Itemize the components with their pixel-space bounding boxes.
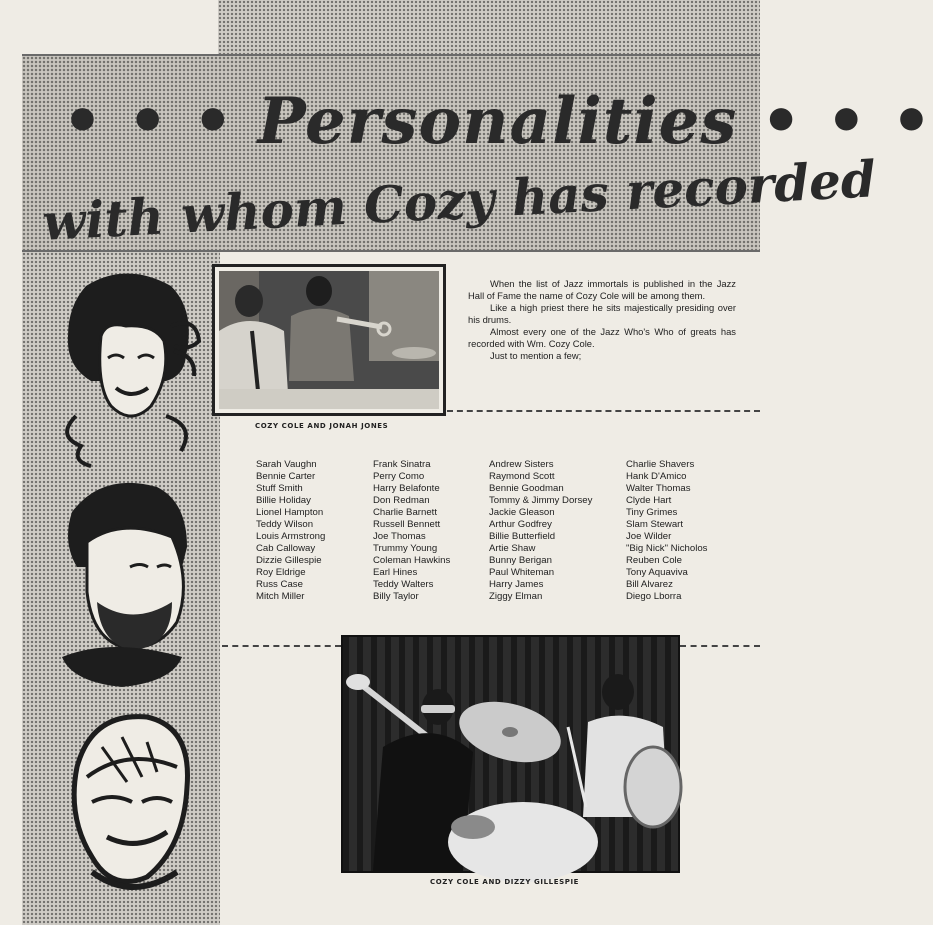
list-item: Tiny Grimes xyxy=(626,507,678,518)
list-item: Harry James xyxy=(489,579,544,590)
list-item: Tony Aquaviva xyxy=(626,567,688,578)
list-item: Reuben Cole xyxy=(626,555,683,566)
list-item: Bill Alvarez xyxy=(626,579,673,590)
list-item: Earl Hines xyxy=(373,567,418,578)
cartoon-face-bald-man-illustration xyxy=(52,707,202,907)
list-item: Harry Belafonte xyxy=(373,483,440,494)
list-item: Slam Stewart xyxy=(626,519,684,530)
top-halftone-strip xyxy=(218,0,760,54)
list-item: Bunny Berigan xyxy=(489,555,552,566)
intro-text xyxy=(468,278,736,362)
dashed-divider xyxy=(680,645,760,647)
list-item: Jackie Gleason xyxy=(489,507,555,518)
page-title: • • • Personalities • • • xyxy=(62,84,933,159)
list-item: Ziggy Elman xyxy=(489,591,543,602)
list-item: "Big Nick" Nicholos xyxy=(626,543,708,554)
photo1-caption: COZY COLE AND JONAH JONES xyxy=(255,422,389,430)
photo-cozy-cole-dizzy-gillespie xyxy=(341,635,680,873)
names-column-4 xyxy=(626,459,707,603)
list-item: Roy Eldrige xyxy=(256,567,306,578)
list-item: Perry Como xyxy=(373,471,425,482)
list-item: Charlie Shavers xyxy=(626,459,695,470)
list-item: Stuff Smith xyxy=(256,483,303,494)
photo-musicians-image xyxy=(219,271,439,409)
list-item: Artie Shaw xyxy=(489,543,536,554)
left-illustration-column xyxy=(22,252,220,925)
list-item: Sarah Vaughn xyxy=(256,459,317,470)
intro-paragraph: Just to mention a few; xyxy=(490,350,582,361)
cartoon-face-woman-illustration xyxy=(46,266,206,476)
list-item: Billie Holiday xyxy=(256,495,311,506)
list-item: Teddy Walters xyxy=(373,579,434,590)
list-item: Billie Butterfield xyxy=(489,531,556,542)
list-item: Joe Thomas xyxy=(373,531,426,542)
names-column-2 xyxy=(373,459,450,603)
list-item: Trummy Young xyxy=(373,543,438,554)
list-item: Charlie Barnett xyxy=(373,507,437,518)
list-item: Frank Sinatra xyxy=(373,459,431,470)
list-item: Coleman Hawkins xyxy=(373,555,451,566)
list-item: Lionel Hampton xyxy=(256,507,324,518)
photo2-caption: COZY COLE AND DIZZY GILLESPIE xyxy=(430,878,580,886)
list-item: Joe Wilder xyxy=(626,531,672,542)
list-item: Teddy Wilson xyxy=(256,519,314,530)
list-item: Louis Armstrong xyxy=(256,531,326,542)
list-item: Bennie Carter xyxy=(256,471,316,482)
list-item: Russell Bennett xyxy=(373,519,441,530)
list-item: Clyde Hart xyxy=(626,495,672,506)
list-item: Tommy & Jimmy Dorsey xyxy=(489,495,593,506)
list-item: Andrew Sisters xyxy=(489,459,554,470)
intro-paragraph: Almost every one of the Jazz Who's Who of greats has recorded with Wm. Cozy Cole. xyxy=(468,326,736,349)
list-item: Russ Case xyxy=(256,579,303,590)
names-column-3 xyxy=(489,459,592,603)
photo-cozy-cole-jonah-jones xyxy=(212,264,446,416)
list-item: Walter Thomas xyxy=(626,483,691,494)
list-item: Diego Lborra xyxy=(626,591,682,602)
list-item: Arthur Godfrey xyxy=(489,519,552,530)
list-item: Don Redman xyxy=(373,495,430,506)
list-item: Mitch Miller xyxy=(256,591,305,602)
list-item: Paul Whiteman xyxy=(489,567,555,578)
cartoon-face-man-illustration xyxy=(42,472,212,692)
intro-paragraph: When the list of Jazz immortals is published in the Jazz Hall of Fame the name of Cozy Cole will be among them. xyxy=(468,278,736,301)
dashed-divider xyxy=(447,410,760,412)
list-item: Billy Taylor xyxy=(373,591,419,602)
dashed-divider xyxy=(222,645,341,647)
list-item: Hank D'Amico xyxy=(626,471,687,482)
list-item: Cab Calloway xyxy=(256,543,316,554)
list-item: Bennie Goodman xyxy=(489,483,564,494)
page-subtitle: with whom Cozy has recorded xyxy=(40,149,878,252)
photo-drummer-trumpeter-image xyxy=(343,637,678,871)
header-banner xyxy=(22,54,933,252)
intro-paragraph: Like a high priest there he sits majestically presiding over his drums. xyxy=(468,302,736,325)
list-item: Raymond Scott xyxy=(489,471,555,482)
names-column-1 xyxy=(256,459,325,603)
list-item: Dizzie Gillespie xyxy=(256,555,322,566)
